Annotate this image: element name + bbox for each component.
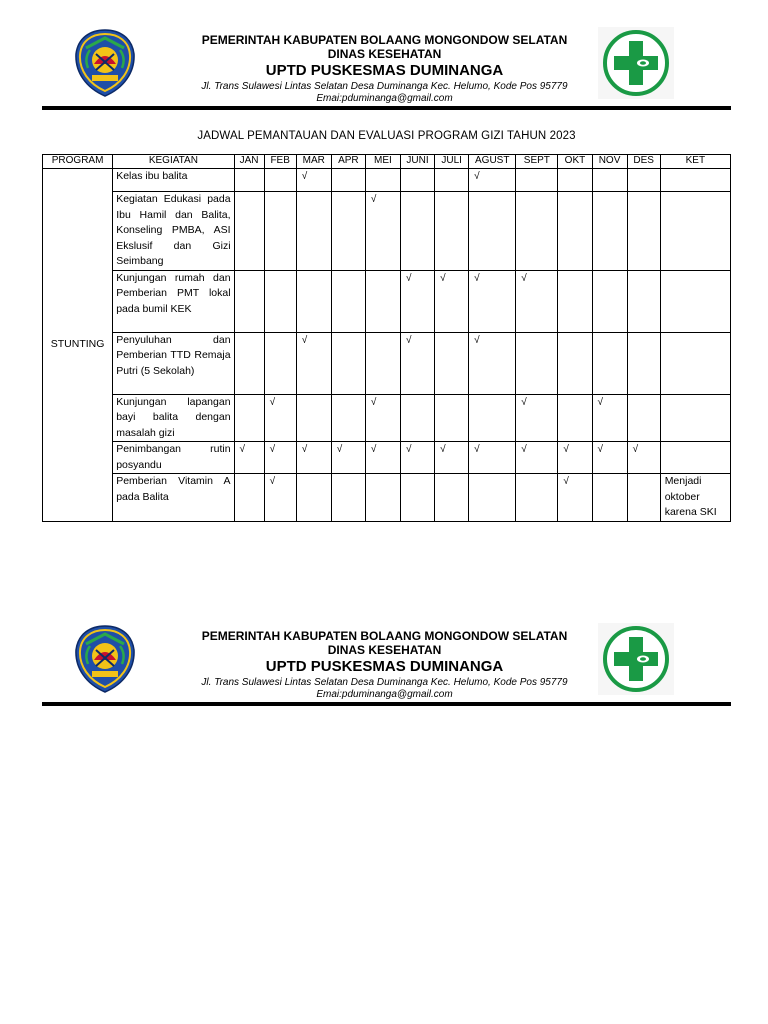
table-row bbox=[43, 442, 731, 474]
empty-month-cell bbox=[435, 332, 469, 394]
letterhead-page-2 bbox=[42, 620, 731, 710]
empty-month-cell bbox=[296, 270, 331, 332]
puskesmas-logo-icon bbox=[598, 27, 674, 99]
header-kegiatan: KEGIATAN bbox=[113, 155, 234, 169]
empty-month-cell bbox=[469, 192, 516, 271]
schedule-table bbox=[42, 154, 731, 522]
letterhead-text bbox=[162, 33, 607, 105]
empty-month-cell bbox=[234, 332, 264, 394]
checkmark-cell: √ bbox=[264, 394, 296, 442]
activity-cell: Kunjungan lapangan bayi balita dengan masalah gizi bbox=[113, 394, 234, 442]
checkmark-cell: √ bbox=[592, 394, 627, 442]
header-apr: APR bbox=[331, 155, 365, 169]
checkmark-cell: √ bbox=[558, 474, 592, 522]
checkmark-cell: √ bbox=[592, 442, 627, 474]
table-row bbox=[43, 474, 731, 522]
table-row bbox=[43, 169, 731, 192]
letterhead-email: Emai:pduminanga@gmail.com bbox=[316, 93, 453, 104]
activity-cell: Pemberian Vitamin A pada Balita bbox=[113, 474, 234, 522]
letterhead-address: Jl. Trans Sulawesi Lintas Selatan Desa Duminanga Kec. Helumo, Kode Pos 95779 bbox=[201, 81, 568, 92]
empty-month-cell bbox=[400, 474, 434, 522]
checkmark-cell: √ bbox=[469, 442, 516, 474]
checkmark-cell: √ bbox=[469, 169, 516, 192]
empty-month-cell bbox=[435, 169, 469, 192]
letterhead-email: Emai:pduminanga@gmail.com bbox=[316, 689, 453, 700]
header-sept: SEPT bbox=[516, 155, 558, 169]
empty-month-cell bbox=[469, 474, 516, 522]
ket-cell bbox=[660, 270, 730, 332]
empty-month-cell bbox=[331, 192, 365, 271]
checkmark-cell: √ bbox=[234, 442, 264, 474]
checkmark-cell: √ bbox=[296, 442, 331, 474]
empty-month-cell bbox=[400, 169, 434, 192]
ket-cell bbox=[660, 332, 730, 394]
table-row bbox=[43, 394, 731, 442]
letterhead-government: PEMERINTAH KABUPATEN BOLAANG MONGONDOW SELATAN bbox=[201, 629, 568, 643]
header-jan: JAN bbox=[234, 155, 264, 169]
checkmark-cell: √ bbox=[516, 442, 558, 474]
table-row bbox=[43, 270, 731, 332]
empty-month-cell bbox=[558, 169, 592, 192]
empty-month-cell bbox=[331, 332, 365, 394]
checkmark-cell: √ bbox=[516, 394, 558, 442]
letterhead-divider bbox=[42, 106, 731, 110]
checkmark-cell: √ bbox=[400, 270, 434, 332]
empty-month-cell bbox=[234, 394, 264, 442]
letterhead-address: Jl. Trans Sulawesi Lintas Selatan Desa Duminanga Kec. Helumo, Kode Pos 95779 bbox=[201, 677, 568, 688]
empty-month-cell bbox=[296, 192, 331, 271]
empty-month-cell bbox=[331, 394, 365, 442]
empty-month-cell bbox=[296, 474, 331, 522]
ket-cell bbox=[660, 169, 730, 192]
ket-cell bbox=[660, 442, 730, 474]
checkmark-cell: √ bbox=[296, 332, 331, 394]
schedule-body bbox=[43, 169, 731, 522]
empty-month-cell bbox=[558, 394, 592, 442]
checkmark-cell: √ bbox=[331, 442, 365, 474]
letterhead-department: DINAS KESEHATAN bbox=[327, 47, 442, 61]
empty-month-cell bbox=[558, 270, 592, 332]
header-des: DES bbox=[627, 155, 660, 169]
empty-month-cell bbox=[365, 474, 400, 522]
letterhead-divider bbox=[42, 702, 731, 706]
checkmark-cell: √ bbox=[516, 270, 558, 332]
activity-cell: Kelas ibu balita bbox=[113, 169, 234, 192]
empty-month-cell bbox=[627, 270, 660, 332]
empty-month-cell bbox=[592, 169, 627, 192]
header-mei: MEI bbox=[365, 155, 400, 169]
empty-month-cell bbox=[400, 394, 434, 442]
empty-month-cell bbox=[234, 474, 264, 522]
empty-month-cell bbox=[234, 270, 264, 332]
empty-month-cell bbox=[558, 332, 592, 394]
table-row bbox=[43, 332, 731, 394]
header-ket: KET bbox=[660, 155, 730, 169]
empty-month-cell bbox=[331, 270, 365, 332]
ket-cell bbox=[660, 192, 730, 271]
checkmark-cell: √ bbox=[365, 442, 400, 474]
empty-month-cell bbox=[400, 192, 434, 271]
empty-month-cell bbox=[435, 192, 469, 271]
checkmark-cell: √ bbox=[627, 442, 660, 474]
checkmark-cell: √ bbox=[296, 169, 331, 192]
checkmark-cell: √ bbox=[435, 442, 469, 474]
empty-month-cell bbox=[627, 192, 660, 271]
checkmark-cell: √ bbox=[264, 442, 296, 474]
header-nov: NOV bbox=[592, 155, 627, 169]
empty-month-cell bbox=[592, 270, 627, 332]
checkmark-cell: √ bbox=[264, 474, 296, 522]
empty-month-cell bbox=[516, 332, 558, 394]
empty-month-cell bbox=[296, 394, 331, 442]
empty-month-cell bbox=[516, 169, 558, 192]
empty-month-cell bbox=[264, 332, 296, 394]
checkmark-cell: √ bbox=[400, 332, 434, 394]
empty-month-cell bbox=[558, 192, 592, 271]
empty-month-cell bbox=[435, 474, 469, 522]
empty-month-cell bbox=[331, 169, 365, 192]
letterhead-government: PEMERINTAH KABUPATEN BOLAANG MONGONDOW SELATAN bbox=[201, 33, 568, 47]
regency-emblem-icon bbox=[74, 28, 136, 98]
letterhead-text bbox=[162, 629, 607, 701]
activity-cell: Penimbangan rutin posyandu bbox=[113, 442, 234, 474]
document-title: JADWAL PEMANTAUAN DAN EVALUASI PROGRAM GIZI TAHUN 2023 bbox=[197, 130, 576, 142]
empty-month-cell bbox=[264, 169, 296, 192]
header-okt: OKT bbox=[558, 155, 592, 169]
table-header-row bbox=[43, 155, 731, 169]
header-mar: MAR bbox=[296, 155, 331, 169]
empty-month-cell bbox=[592, 192, 627, 271]
activity-cell: Penyuluhan dan Pemberian TTD Remaja Putri (5 Sekolah) bbox=[113, 332, 234, 394]
activity-cell: Kunjungan rumah dan Pemberian PMT lokal pada bumil KEK bbox=[113, 270, 234, 332]
empty-month-cell bbox=[592, 332, 627, 394]
checkmark-cell: √ bbox=[469, 270, 516, 332]
header-agust: AGUST bbox=[469, 155, 516, 169]
checkmark-cell: √ bbox=[435, 270, 469, 332]
empty-month-cell bbox=[264, 270, 296, 332]
checkmark-cell: √ bbox=[558, 442, 592, 474]
puskesmas-logo-icon bbox=[598, 623, 674, 695]
letterhead-institution: UPTD PUSKESMAS DUMINANGA bbox=[265, 62, 504, 79]
ket-cell bbox=[660, 394, 730, 442]
empty-month-cell bbox=[516, 192, 558, 271]
empty-month-cell bbox=[234, 192, 264, 271]
empty-month-cell bbox=[331, 474, 365, 522]
checkmark-cell: √ bbox=[365, 192, 400, 271]
empty-month-cell bbox=[627, 332, 660, 394]
checkmark-cell: √ bbox=[400, 442, 434, 474]
empty-month-cell bbox=[469, 394, 516, 442]
letterhead bbox=[42, 24, 731, 114]
letterhead-institution: UPTD PUSKESMAS DUMINANGA bbox=[265, 658, 504, 675]
ket-cell: Menjadi oktober karena SKI bbox=[660, 474, 730, 522]
empty-month-cell bbox=[234, 169, 264, 192]
empty-month-cell bbox=[264, 192, 296, 271]
activity-cell: Kegiatan Edukasi pada Ibu Hamil dan Balita, Konseling PMBA, ASI Ekslusif dan Gizi Seimbang bbox=[113, 192, 234, 271]
empty-month-cell bbox=[516, 474, 558, 522]
empty-month-cell bbox=[627, 394, 660, 442]
regency-emblem-icon bbox=[74, 624, 136, 694]
table-row bbox=[43, 192, 731, 271]
checkmark-cell: √ bbox=[469, 332, 516, 394]
empty-month-cell bbox=[627, 169, 660, 192]
empty-month-cell bbox=[365, 332, 400, 394]
letterhead-department: DINAS KESEHATAN bbox=[327, 643, 442, 657]
header-juli: JULI bbox=[435, 155, 469, 169]
checkmark-cell: √ bbox=[365, 394, 400, 442]
empty-month-cell bbox=[365, 169, 400, 192]
header-feb: FEB bbox=[264, 155, 296, 169]
empty-month-cell bbox=[592, 474, 627, 522]
header-program: PROGRAM bbox=[43, 155, 113, 169]
empty-month-cell bbox=[365, 270, 400, 332]
empty-month-cell bbox=[627, 474, 660, 522]
header-juni: JUNI bbox=[400, 155, 434, 169]
program-cell: STUNTING bbox=[43, 169, 113, 522]
empty-month-cell bbox=[435, 394, 469, 442]
